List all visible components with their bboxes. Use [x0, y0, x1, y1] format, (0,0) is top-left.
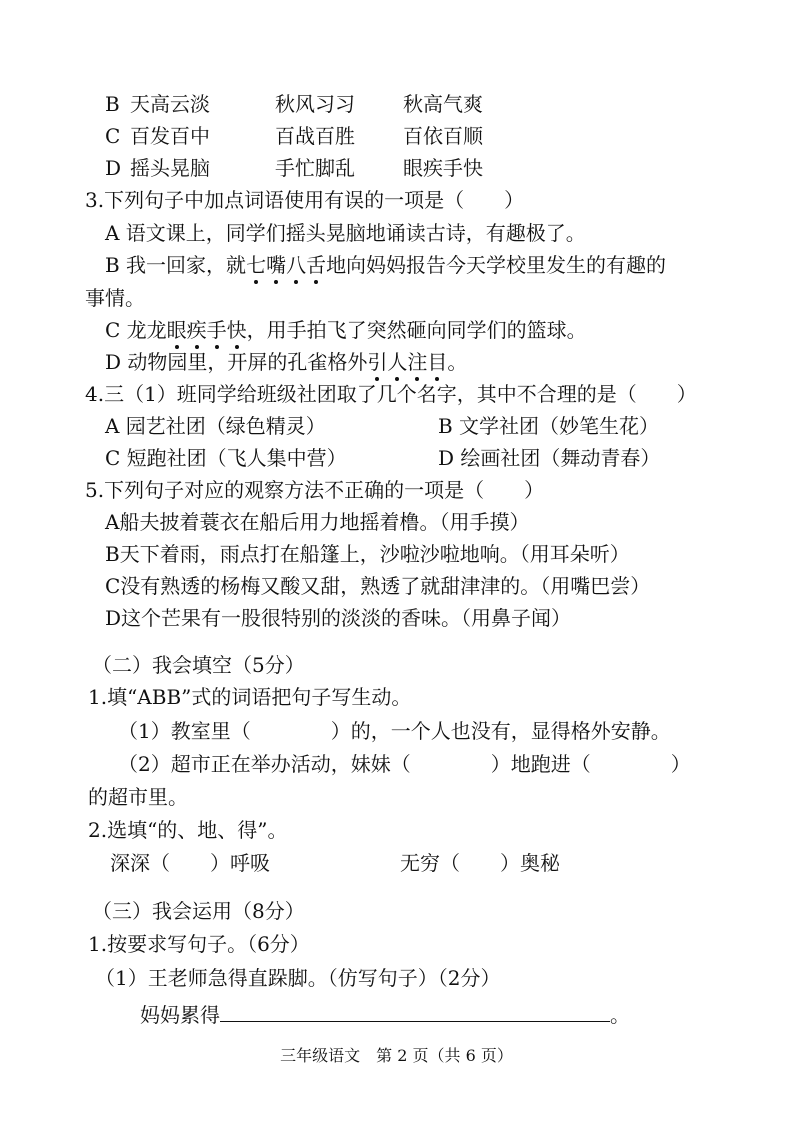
page-footer: 三年级语文 第 2 页（共 6 页）	[280, 1046, 513, 1065]
sec2-q2-stem: 2.选填“的、地、得”。	[88, 818, 288, 842]
emphasis-dot-char: 快	[226, 318, 247, 342]
dotted-word	[246, 253, 326, 277]
emphasis-dot-char: 注	[407, 350, 428, 374]
q4-option-a: A 园艺社团（绿色精灵）	[105, 414, 326, 438]
emphasis-dot-char: 人	[387, 350, 408, 374]
dotted-word	[367, 350, 447, 374]
emphasis-dot-char: 七	[246, 253, 267, 277]
q3-option-c: C 龙龙眼疾手快，用手拍飞了突然砸向同学们的篮球。	[105, 318, 587, 342]
dotted-word	[167, 318, 247, 342]
emphasis-dot-char: 舌	[306, 253, 327, 277]
sec3-q1-item1: （1）王老师急得直跺脚。（仿写句子）（2分）	[95, 966, 501, 990]
q3-stem: 3.下列句子中加点词语使用有误的一项是（ ）	[85, 188, 525, 212]
q5-option-b: B天下着雨，雨点打在船篷上，沙啦沙啦地响。（用耳朵听）	[105, 542, 630, 566]
emphasis-dot-char: 手	[206, 318, 227, 342]
answer-blank[interactable]	[220, 999, 610, 1022]
sec2-q2-a: 深深（ ）呼吸	[110, 851, 270, 875]
emphasis-dot-char: 疾	[186, 318, 207, 342]
sec3-q1-stem: 1.按要求写句子。（6分）	[88, 932, 310, 956]
emphasis-dot-char: 目	[427, 350, 448, 374]
exam-page: B 天高云淡 秋风习习 秋高气爽 C 百发百中 百战百胜 百依百顺 D 摇头晃脑 手忙脚乱 眼疾手快 3.下列句子中加点词语使用有误的一项是（ ） A 语文课上，同学们摇头晃脑地诵读古诗，有趣极了。 B 我一回家，就七嘴八舌地向妈妈报告今天学校里发生的有趣的 事情。 C 龙龙眼疾手快，用手拍飞了突然砸向同学们的篮球。 D 动物园里，开屏的孔雀格外引人注目。 4.三（1）班同学给班级社团取了几个名字，其中不合理的是（ ） A 园艺社团（绿色精灵） B 文学社团（妙笔生花） C 短跑社团（飞人集中营） D 绘画社团（舞动青春） 5.下列句子对应的观察方法不正确的一项是（ ） A船夫披着蓑衣在船后用力地摇着橹。（用手摸） B天下着雨，雨点打在船篷上，沙啦沙啦地响。（用耳朵听） C没有熟透的杨梅又酸又甜，熟透了就甜津津的。（用嘴巴尝） D这个芒果有一股很特别的淡淡的香味。（用鼻子闻） （二）我会填空（5分） 1.填“ABB”式的词语把句子写生动。 （1）教室里（ ）的，一个人也没有，显得格外安静。 （2）超市正在举办活动，妹妹（ ）地跑进（ ） 的超市里。 2.选填“的、地、得”。 深深（ ）呼吸 无穷（ ）奥秘 （三）我会运用（8分） 1.按要求写句子。（6分） （1）王老师急得直跺脚。（仿写句子）（2分） 妈妈累得 。 三年级语文 第 2 页（共 6 页）	[0, 0, 793, 1121]
sec2-q1-item2: （2）超市正在举办活动，妹妹（ ）地跑进（ ）	[118, 752, 691, 776]
q4-option-b: B 文学社团（妙笔生花）	[438, 414, 660, 438]
q3-option-b-cont: 事情。	[85, 286, 145, 310]
q3-option-d: D 动物园里，开屏的孔雀格外引人注目。	[105, 350, 468, 374]
q3-option-a: A 语文课上，同学们摇头晃脑地诵读古诗，有趣极了。	[105, 221, 586, 245]
q4-option-d: D 绘画社团（舞动青春）	[438, 446, 661, 470]
emphasis-dot-char: 引	[367, 350, 388, 374]
q5-option-d: D这个芒果有一股很特别的淡淡的香味。（用鼻子闻）	[105, 606, 572, 630]
sec2-q1-stem: 1.填“ABB”式的词语把句子写生动。	[88, 685, 412, 709]
emphasis-dot-char: 八	[286, 253, 307, 277]
section-3-title: （三）我会运用（8分）	[92, 899, 305, 923]
q5-option-a: A船夫披着蓑衣在船后用力地摇着橹。（用手摸）	[105, 510, 530, 534]
sec3-answer-line: 妈妈累得 。	[140, 999, 630, 1029]
q5-stem: 5.下列句子对应的观察方法不正确的一项是（ ）	[85, 478, 545, 502]
sec2-q2-b: 无穷（ ）奥秘	[400, 851, 560, 875]
section-2-title: （二）我会填空（5分）	[92, 653, 305, 677]
q4-option-c: C 短跑社团（飞人集中营）	[105, 446, 347, 470]
sec2-q1-item2-cont: 的超市里。	[88, 785, 188, 809]
emphasis-dot-char: 嘴	[266, 253, 287, 277]
sec2-q1-item1: （1）教室里（ ）的，一个人也没有，显得格外安静。	[118, 719, 671, 743]
q4-stem: 4.三（1）班同学给班级社团取了几个名字，其中不合理的是（ ）	[85, 382, 697, 406]
emphasis-dot-char: 眼	[166, 318, 187, 342]
q5-option-c: C没有熟透的杨梅又酸又甜，熟透了就甜津津的。（用嘴巴尝）	[105, 574, 651, 598]
q3-option-b: B 我一回家，就七嘴八舌地向妈妈报告今天学校里发生的有趣的	[105, 253, 667, 277]
